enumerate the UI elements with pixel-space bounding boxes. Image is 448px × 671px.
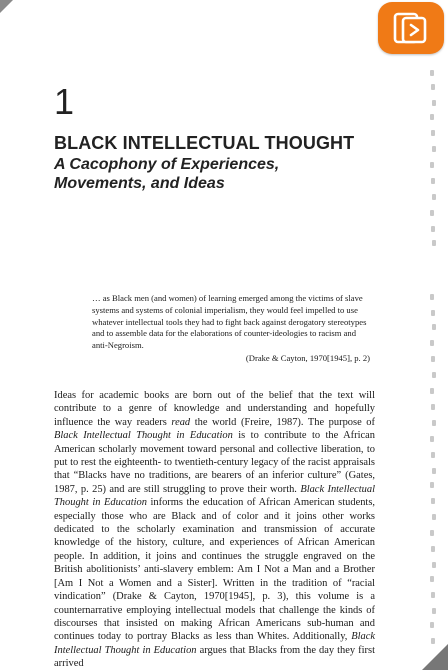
reader-mode-icon	[389, 11, 433, 45]
page-edge-thumb-strip	[420, 62, 448, 652]
body-paragraph	[54, 389, 375, 671]
book-title-italic: Black Intellectual Thought in Education	[54, 483, 375, 509]
page-corner-bottom-right	[422, 644, 448, 670]
page-edge-mark	[432, 240, 436, 246]
body-text-segment: argues that Blacks from the day they first arrived	[54, 644, 375, 670]
page-edge-mark	[431, 592, 435, 598]
page-edge-mark	[432, 514, 436, 520]
page-edge-mark	[432, 468, 436, 474]
page-corner-top-left	[0, 0, 13, 13]
page-edge-mark	[431, 546, 435, 552]
reader-mode-button[interactable]	[378, 2, 444, 54]
page-edge-mark	[431, 310, 435, 316]
page-edge-mark	[430, 436, 434, 442]
page-edge-mark	[430, 482, 434, 488]
page-edge-mark	[431, 404, 435, 410]
page-edge-mark	[432, 146, 436, 152]
page-edge-mark	[431, 130, 435, 136]
book-title-italic: Black Intellectual Thought in Education	[54, 631, 375, 656]
page-edge-mark	[430, 340, 434, 346]
page-edge-mark	[430, 388, 434, 394]
body-italic-segment: read	[171, 416, 191, 428]
page-edge-mark	[431, 452, 435, 458]
page-edge-mark	[431, 356, 435, 362]
chapter-title: BLACK INTELLECTUAL THOUGHT	[54, 133, 355, 153]
book-title-italic: Black Intellectual Thought in Education	[54, 430, 233, 442]
page-edge-mark	[431, 226, 435, 232]
epigraph-quote: … as Black men (and women) of learning emerged among the victims of slave systems and systems of colonial imperialism, they would feel impelled to use whatever intellectual tools they had to fight back against derogatory stereotypes and to assemble data for the elaborations of counter-ideologies to racism and anti-Negroism.	[92, 293, 367, 351]
page-edge-mark	[430, 210, 434, 216]
page-edge-mark	[430, 70, 434, 76]
page-edge-mark	[432, 562, 436, 568]
page-edge-mark	[431, 498, 435, 504]
page-edge-mark	[432, 420, 436, 426]
page-edge-mark	[430, 162, 434, 168]
body-text-segment: informs the education of African American students, especially those who are Black and of color and it joins other works dedicated to the scholarly examination and transmission of accurate knowledge of the history, culture, and experiences of African American people. In addition, it joins and continues the struggle engraved on the British abolitionists’ anti-slavery emblem: Am I Not a Man and a Brother [Am I Not a Women and a Sister]. Written in the tradition of “racial vindication” (Drake & Cayton, 1970[1945], p. 3), this volume is a counternarrative employing intellectual models that challenge the kinds of discourses that insisted on making African Americans sub-human and continues today to portray Blacks as less than Whites. Additionally,	[54, 497, 375, 643]
chapter-subtitle: A Cacophony of Experiences, Movements, and Ideas	[54, 156, 280, 192]
page-edge-mark	[430, 114, 434, 120]
epigraph-citation: (Drake & Cayton, 1970[1945], p. 2)	[245, 353, 370, 363]
page-edge-mark	[430, 622, 434, 628]
page-edge-mark	[432, 372, 436, 378]
body-text-segment: Ideas for academic books are born out of the belief that the text will contribute to a genre of knowledge and understanding and hopefully influence the way readers	[54, 390, 375, 428]
page-edge-mark	[431, 178, 435, 184]
page-edge-mark	[432, 608, 436, 614]
page-edge-mark	[432, 324, 436, 330]
page-edge-mark	[430, 294, 434, 300]
page-edge-mark	[432, 100, 436, 106]
chapter-number: 1	[54, 81, 75, 122]
page-edge-mark	[431, 84, 435, 90]
body-text-segment: is to contribute to the African American scholarly movement toward personal and collective liberation, to put to rest the eighteenth- to twentieth-century legacy of the racist appraisals that “Blacks have no traditions, are bearers of an inferior culture” (Gates, 1987, p. 25) and are still struggling to prove their worth.	[54, 430, 376, 495]
page-edge-mark	[432, 194, 436, 200]
page-edge-mark	[430, 576, 434, 582]
page-edge-mark	[430, 530, 434, 536]
body-text-segment: the world (Freire, 1987). The purpose of	[190, 416, 375, 428]
